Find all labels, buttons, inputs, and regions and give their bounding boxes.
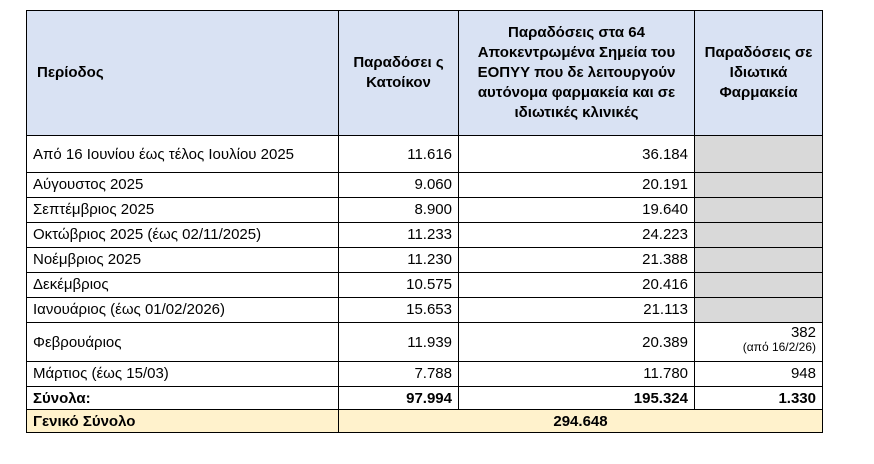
table-row — [27, 362, 823, 387]
grand-total-row — [27, 410, 823, 433]
header-residents: Παραδόσει ς Κατοίκον — [339, 11, 459, 136]
residents-cell: 8.900 — [339, 198, 459, 223]
header-period: Περίοδος — [27, 11, 339, 136]
period-cell: Νοέμβριος 2025 — [27, 248, 339, 273]
period-cell: Αύγουστος 2025 — [27, 173, 339, 198]
totals-residents: 97.994 — [339, 387, 459, 410]
totals-label: Σύνολα: — [27, 387, 339, 410]
points-cell: 36.184 — [459, 136, 695, 173]
totals-points: 195.324 — [459, 387, 695, 410]
residents-cell: 10.575 — [339, 273, 459, 298]
table-row — [27, 248, 823, 273]
table-row — [27, 273, 823, 298]
points-cell: 20.191 — [459, 173, 695, 198]
period-cell: Σεπτέμβριος 2025 — [27, 198, 339, 223]
table-row — [27, 223, 823, 248]
points-cell: 20.416 — [459, 273, 695, 298]
period-cell: Φεβρουάριος — [27, 323, 339, 362]
table-row — [27, 173, 823, 198]
private-cell-empty — [695, 298, 823, 323]
table-row — [27, 298, 823, 323]
private-cell-empty — [695, 136, 823, 173]
points-cell: 20.389 — [459, 323, 695, 362]
period-cell: Από 16 Ιουνίου έως τέλος Ιουλίου 2025 — [27, 136, 339, 173]
period-cell: Δεκέμβριος — [27, 273, 339, 298]
table-row — [27, 136, 823, 173]
residents-cell: 9.060 — [339, 173, 459, 198]
period-cell: Μάρτιος (έως 15/03) — [27, 362, 339, 387]
points-cell: 21.113 — [459, 298, 695, 323]
residents-cell: 15.653 — [339, 298, 459, 323]
header-row — [27, 11, 823, 136]
residents-cell: 7.788 — [339, 362, 459, 387]
residents-cell: 11.616 — [339, 136, 459, 173]
private-cell: 948 — [695, 362, 823, 387]
period-cell: Οκτώβριος 2025 (έως 02/11/2025) — [27, 223, 339, 248]
residents-cell: 11.233 — [339, 223, 459, 248]
table-row — [27, 323, 823, 362]
table-row — [27, 198, 823, 223]
private-cell-empty — [695, 223, 823, 248]
totals-row — [27, 387, 823, 410]
private-cell — [695, 323, 823, 362]
private-cell-empty — [695, 273, 823, 298]
points-cell: 19.640 — [459, 198, 695, 223]
points-cell: 11.780 — [459, 362, 695, 387]
header-private: Παραδόσεις σε Ιδιωτικά Φαρμακεία — [695, 11, 823, 136]
residents-cell: 11.939 — [339, 323, 459, 362]
private-note: (από 16/2/26) — [742, 340, 816, 354]
private-cell-empty — [695, 198, 823, 223]
header-points: Παραδόσεις στα 64 Αποκεντρωμένα Σημεία του ΕΟΠΥΥ που δε λειτουργούν αυτόνομα φαρμακεία και σε ιδιωτικές κλινικές — [459, 11, 695, 136]
private-cell-empty — [695, 173, 823, 198]
totals-private: 1.330 — [695, 387, 823, 410]
private-cell-empty — [695, 248, 823, 273]
grand-total-value: 294.648 — [339, 410, 823, 433]
deliveries-table — [26, 10, 823, 433]
points-cell: 21.388 — [459, 248, 695, 273]
private-value: 382 — [790, 324, 816, 341]
residents-cell: 11.230 — [339, 248, 459, 273]
grand-total-label: Γενικό Σύνολο — [27, 410, 339, 433]
points-cell: 24.223 — [459, 223, 695, 248]
period-cell: Ιανουάριος (έως 01/02/2026) — [27, 298, 339, 323]
